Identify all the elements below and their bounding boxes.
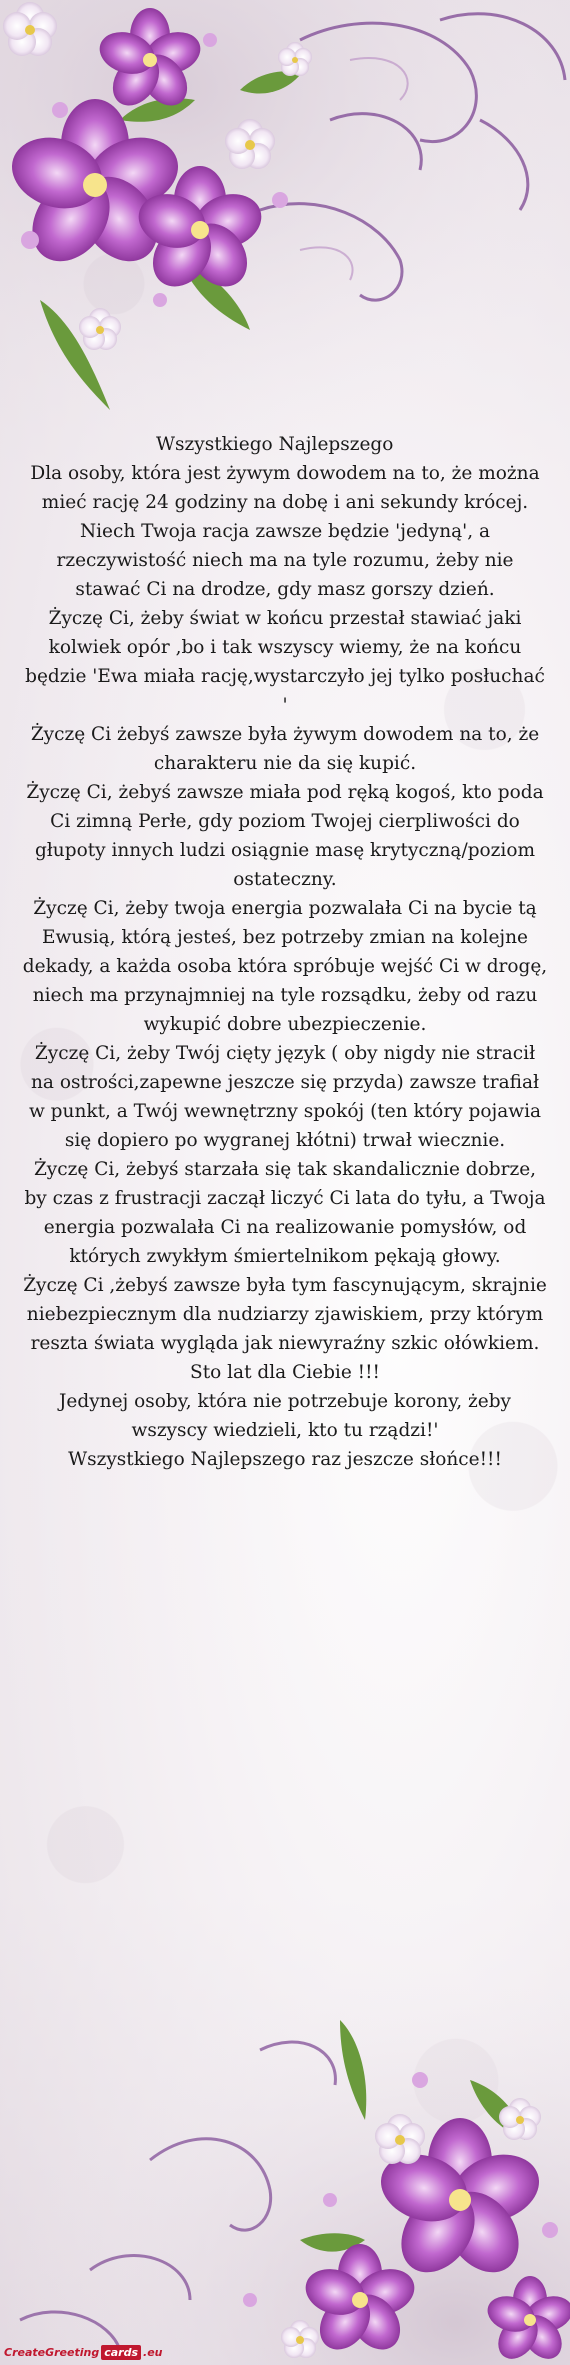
greeting-paragraph: Życzę Ci ,żebyś zawsze była tym fascynującym, skrajnie niebezpiecznym dla nudziarzy zjawiskiem, przy którym reszta świata wygląda jak niewyraźny szkic ołówkiem. [23, 1275, 547, 1354]
greeting-paragraph: Życzę Ci, żeby świat w końcu przestał stawiać jaki kolwiek opór ,bo i tak wszyscy wiemy, że na końcu będzie 'Ewa miała rację,wystarczyło jej tylko posłuchać ' [25, 608, 545, 716]
greeting-message [22, 430, 548, 1474]
greeting-paragraph: Życzę Ci, żebyś zawsze miała pod ręką kogoś, kto poda Ci zimną Perłe, gdy poziom Twojej cierpliwości do głupoty innych ludzi osiągnie masę krytyczną/poziom ostateczny. [26, 782, 544, 890]
greeting-heading: Wszystkiego Najlepszego [156, 434, 394, 455]
watermark-text: CreateGreeting [4, 2345, 100, 2359]
watermark-tld: .eu [143, 2345, 163, 2359]
flower-bouquet-bottom-icon [0, 1940, 570, 2365]
greeting-paragraph: Dla osoby, która jest żywym dowodem na to, że można mieć rację 24 godziny na dobę i ani sekundy krócej. [30, 463, 540, 513]
greeting-paragraph: Życzę Ci, żeby Twój cięty język ( oby nigdy nie stracił na ostrości,zapewne jeszcze się przyda) zawsze trafiał w punkt, a Twój wewnętrzny spokój (ten który pojawia się dopiero po wygranej kłótni) trwał wiecznie. [28, 1043, 542, 1151]
greeting-paragraph: Życzę Ci, żebyś starzała się tak skandalicznie dobrze, by czas z frustracji zaczął liczyć Ci lata do tyłu, a Twoja energia pozwalała Ci na realizowanie pomysłów, od których zwykłym śmiertelnikom pękają głowy. [24, 1159, 546, 1267]
flower-bouquet-top-icon [0, 0, 570, 440]
greeting-paragraph: Niech Twoja racja zawsze będzie 'jedyną', a rzeczywistość niech ma na tyle rozumu, żeby nie stawać Ci na drodze, gdy masz gorszy dzień. [56, 521, 514, 600]
greeting-paragraph: Życzę Ci, żeby twoja energia pozwalała Ci na bycie tą Ewusią, którą jesteś, bez potrzeby zmian na kolejne dekady, a każda osoba która spróbuje wejść Ci w drogę, niech ma przynajmniej na tyle rozsądku, żeby od razu wykupić dobre ubezpieczenie. [22, 898, 548, 1035]
greeting-paragraph: Sto lat dla Ciebie !!! [190, 1362, 380, 1383]
greeting-paragraph: Życzę Ci żebyś zawsze była żywym dowodem na to, że charakteru nie da się kupić. [30, 724, 540, 774]
watermark-box: cards [101, 2345, 141, 2360]
greeting-paragraph: Wszystkiego Najlepszego raz jeszcze słońce!!! [68, 1449, 502, 1470]
site-watermark [4, 2342, 163, 2362]
greeting-paragraph: Jedynej osoby, która nie potrzebuje korony, żeby wszyscy wiedzieli, kto tu rządzi!' [59, 1391, 511, 1441]
